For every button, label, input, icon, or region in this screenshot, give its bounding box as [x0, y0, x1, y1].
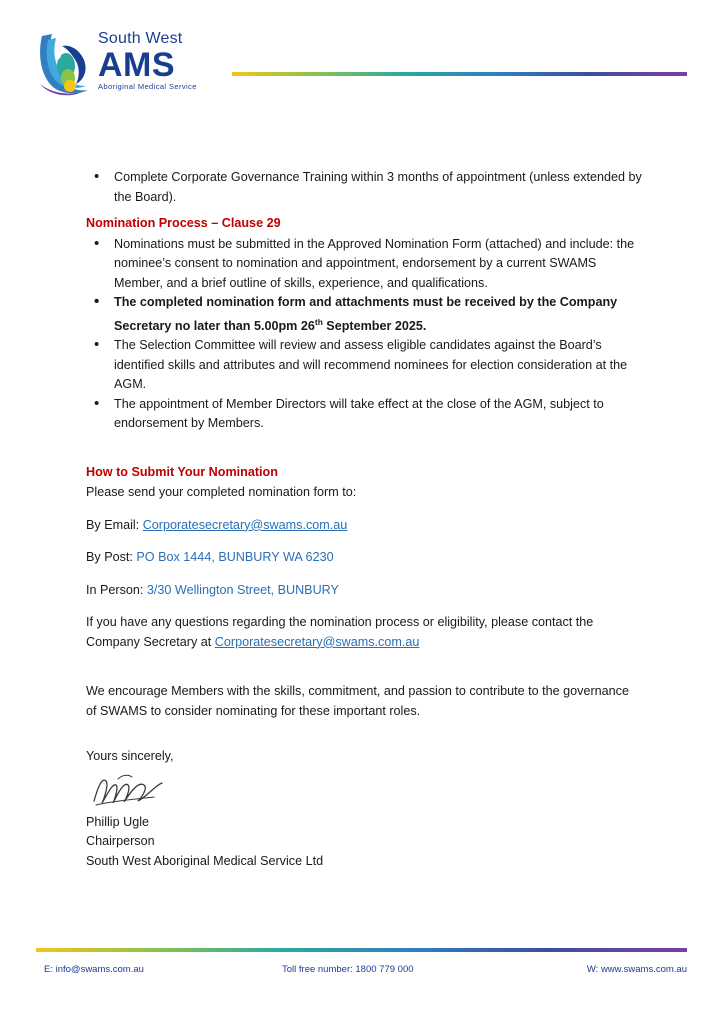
questions-email-link[interactable]: Corporatesecretary@swams.com.au [214, 634, 420, 649]
signatory-name: Phillip Ugle [86, 814, 149, 829]
signatory-title: Chairperson [86, 834, 155, 849]
person-label: In Person: [86, 582, 147, 597]
nomination-process-heading: Nomination Process – Clause 29 [86, 216, 281, 230]
closing-spacer [86, 652, 642, 682]
submit-in-person-line [86, 581, 642, 601]
person-address: 3/30 Wellington Street, BUNBURY [146, 582, 339, 597]
submit-by-post-line [86, 548, 642, 568]
list-item-deadline [86, 293, 642, 336]
footer-website: W: www.swams.com.au [586, 964, 687, 975]
signature-image [88, 771, 208, 811]
page-header [36, 26, 687, 104]
post-label: By Post: [86, 550, 137, 565]
signatory-organisation: South West Aboriginal Medical Service Ltd [86, 853, 324, 868]
email-label: By Email: [86, 517, 143, 532]
list-item: • The appointment of Member Directors will take effect at the close of the AGM, subject to endorsement by Members. [86, 395, 642, 434]
list-item: • The Selection Committee will review and assess eligible candidates against the Board’s identified skills and attributes and will recommend nominees for election consideration at the AGM. [86, 336, 642, 395]
post-address: PO Box 1444, BUNBURY WA 6230 [136, 550, 334, 565]
header-rainbow-rule [232, 72, 687, 76]
salutation: Yours sincerely, [86, 749, 174, 764]
how-to-submit-heading: How to Submit Your Nomination [86, 464, 278, 479]
footer-email: E: info@swams.com.au [44, 964, 144, 975]
swams-logo [36, 26, 196, 98]
page-footer [36, 964, 687, 984]
signature-block [86, 747, 642, 871]
questions-paragraph [86, 613, 642, 652]
nomination-process-list [86, 235, 642, 434]
deadline-text-part2: September 2025. [322, 318, 427, 333]
submit-by-email-line [86, 516, 642, 536]
deadline-text-part1: The completed nomination form and attachments must be received by the Company Secretary no later than 5.00pm 26 [114, 295, 618, 333]
logo-line-ams: AMS [98, 46, 176, 84]
section-spacer [86, 434, 642, 456]
footer-rainbow-rule [36, 948, 687, 952]
logo-line-subtitle: Aboriginal Medical Service [98, 82, 197, 91]
questions-text: If you have any questions regarding the nomination process or eligibility, please contact the Company Secretary at [86, 615, 594, 649]
swams-dolphin-icon [36, 26, 96, 98]
closing-paragraph: We encourage Members with the skills, commitment, and passion to contribute to the governance of SWAMS to consider nominating for these important roles. [86, 684, 629, 718]
logo-wordmark [98, 30, 238, 92]
logo-line-southwest: South West [98, 30, 183, 47]
list-item: • Complete Corporate Governance Training within 3 months of appointment (unless extended by the Board). [86, 168, 642, 207]
list-item: • Nominations must be submitted in the Approved Nomination Form (attached) and include: the nominee’s consent to nomination and appointment, endorsement by a current SWAMS Member, and a brief outline of skills, experience, and qualifications. [86, 235, 642, 294]
deadline-superscript: th [314, 316, 323, 327]
top-bullet-list [86, 168, 642, 207]
footer-phone: Toll free number: 1800 779 000 [282, 964, 414, 975]
submit-intro-text: Please send your completed nomination form to: [86, 485, 357, 500]
email-link[interactable]: Corporatesecretary@swams.com.au [142, 517, 348, 532]
document-body [86, 168, 642, 871]
